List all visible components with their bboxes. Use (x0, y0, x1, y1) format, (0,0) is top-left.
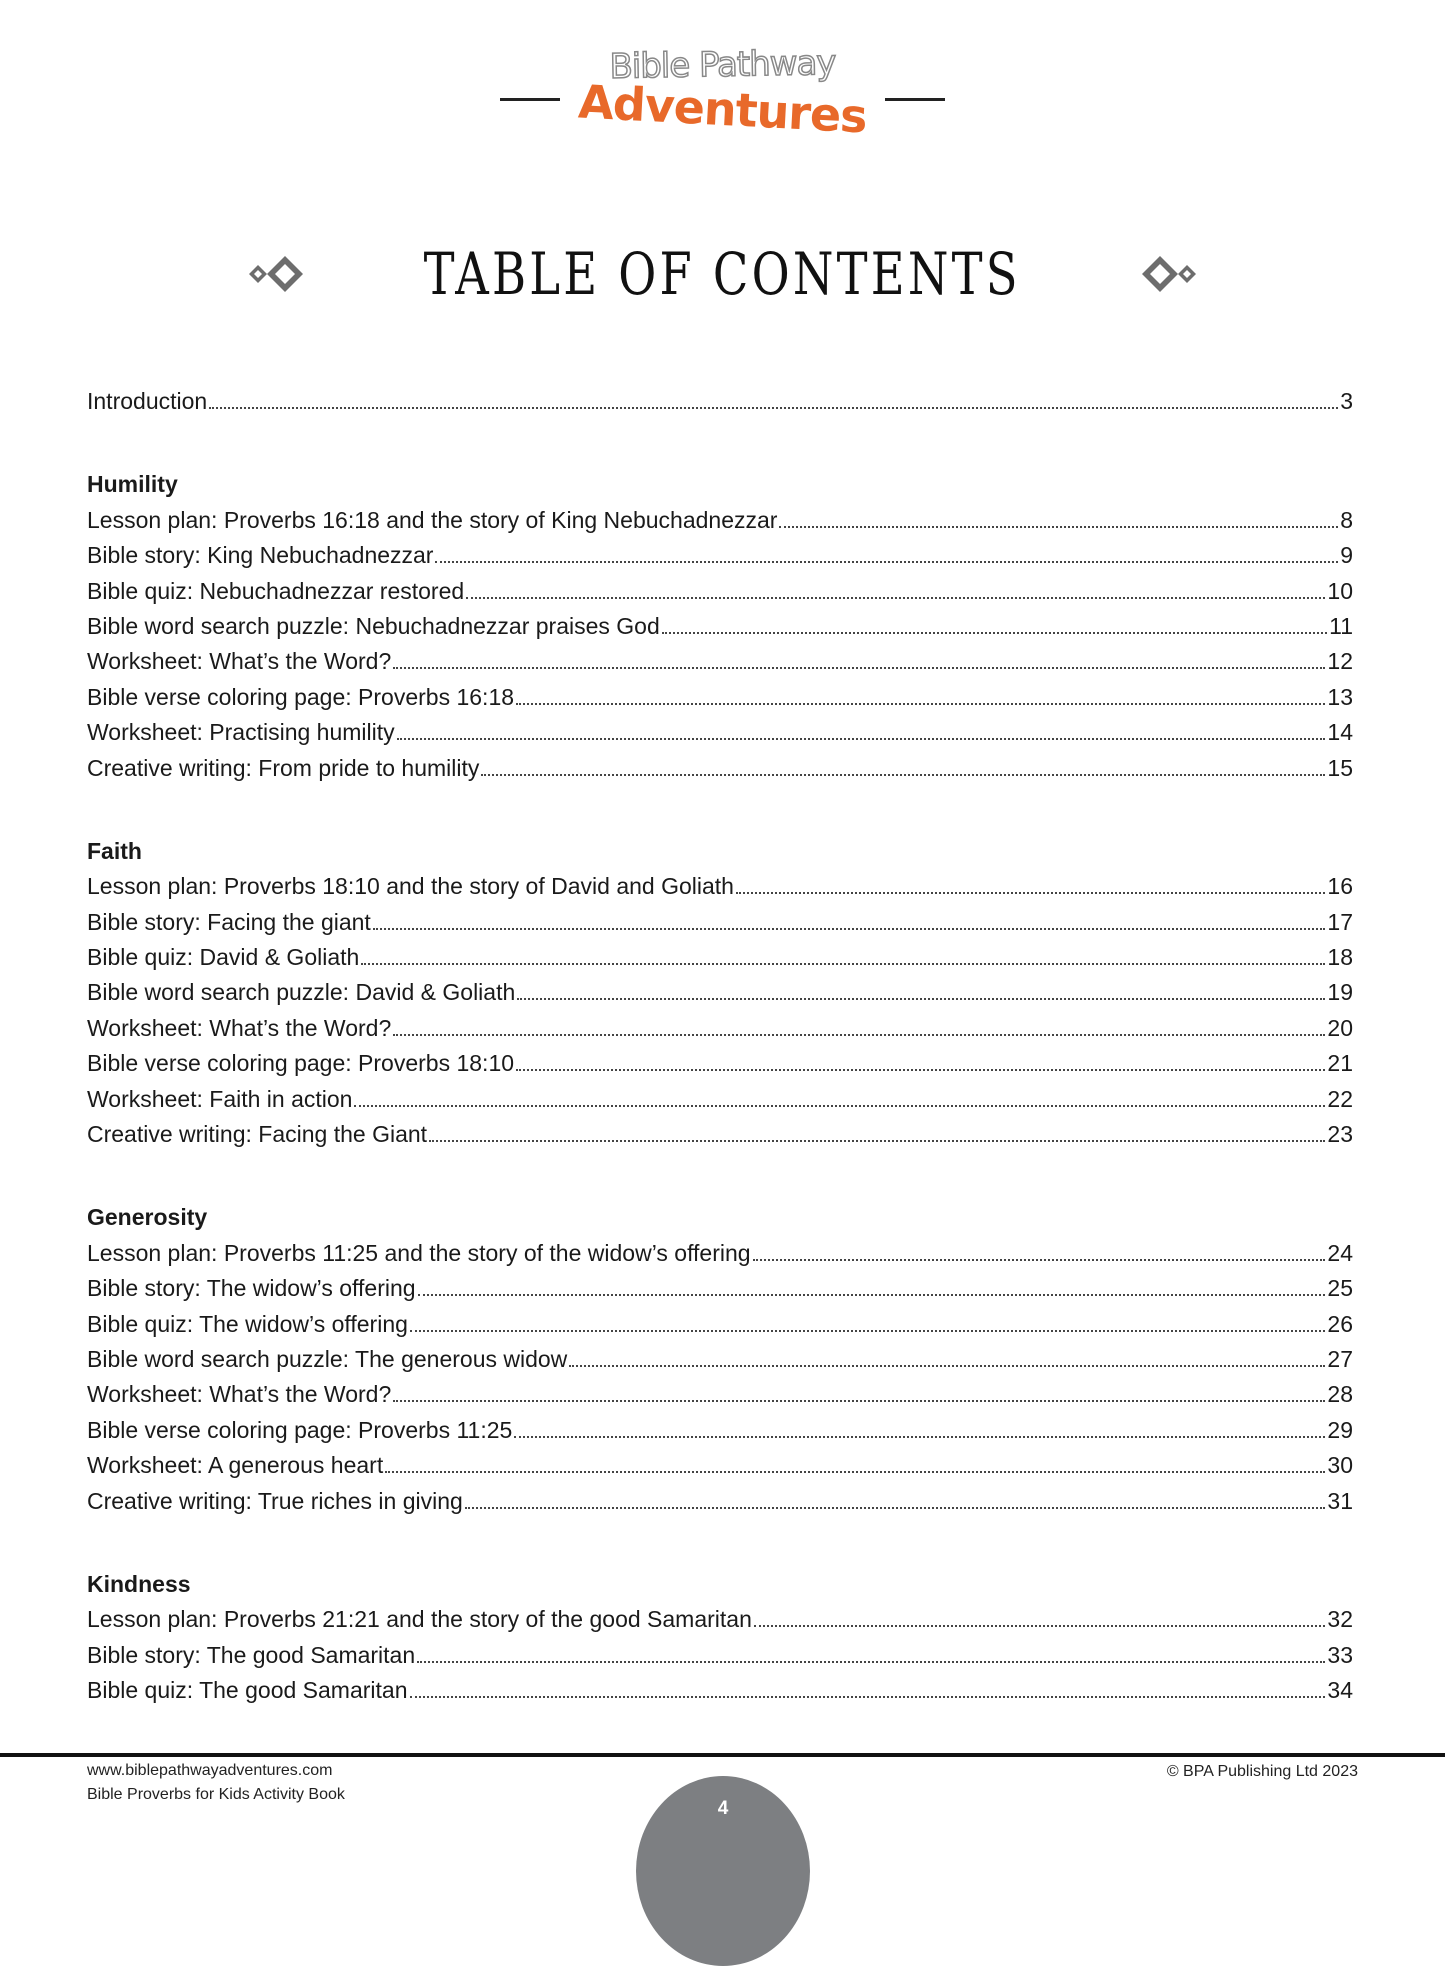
section-spacer (87, 1152, 1353, 1200)
dot-leader (516, 1069, 1325, 1071)
toc-entry-page: 32 (1327, 1606, 1353, 1633)
toc-entry-label: Worksheet: Practising humility (87, 719, 395, 746)
toc-entry-label: Bible quiz: The good Samaritan (87, 1677, 408, 1704)
dot-leader (393, 1034, 1325, 1036)
toc-entry-label: Creative writing: Facing the Giant (87, 1121, 428, 1148)
toc-entry-label: Worksheet: What’s the Word? (87, 648, 392, 675)
toc-entry-page: 19 (1327, 979, 1353, 1006)
section-spacer (87, 786, 1353, 834)
toc-entry-label: Lesson plan: Proverbs 11:25 and the story of the widow’s offering (87, 1239, 751, 1266)
section-heading: Humility (87, 471, 178, 498)
toc-entry-label: Worksheet: What’s the Word? (87, 1014, 392, 1041)
footer-copyright: © BPA Publishing Ltd 2023 (1166, 1763, 1358, 1780)
toc-entry[interactable] (87, 680, 1353, 715)
logo-text-top: Bible Pathway (609, 43, 836, 87)
toc-entry-page: 26 (1327, 1310, 1353, 1337)
toc-entry[interactable] (87, 1448, 1353, 1483)
dot-leader (779, 526, 1338, 528)
toc-entry-page: 31 (1327, 1487, 1353, 1514)
dot-leader (354, 1105, 1325, 1107)
toc-entry-page: 28 (1327, 1381, 1353, 1408)
footer-divider (0, 1753, 1445, 1757)
dot-leader (516, 703, 1325, 705)
title-row (0, 240, 1445, 308)
toc-entry-page: 18 (1327, 944, 1353, 971)
toc-entry-page: 9 (1340, 542, 1353, 569)
toc-entry[interactable] (87, 644, 1353, 679)
toc-entry-label: Introduction (87, 388, 208, 414)
toc-entry-label: Worksheet: Faith in action (87, 1085, 353, 1112)
toc-entry[interactable] (87, 1673, 1353, 1708)
toc-entry-page: 20 (1327, 1014, 1353, 1041)
toc-entry-introduction[interactable] (87, 384, 1353, 419)
toc-entry-page: 8 (1340, 506, 1353, 533)
toc-entry[interactable] (87, 1377, 1353, 1412)
toc-entry-label: Worksheet: What’s the Word? (87, 1381, 392, 1408)
toc-entry-label: Bible word search puzzle: David & Goliath (87, 979, 516, 1006)
toc-entry[interactable] (87, 905, 1353, 940)
toc-entry-label: Bible quiz: David & Goliath (87, 944, 360, 971)
toc-entry[interactable] (87, 1271, 1353, 1306)
toc-entry-label: Bible quiz: The widow’s offering (87, 1310, 408, 1337)
toc-entry[interactable] (87, 1602, 1353, 1637)
toc-entry-label: Bible verse coloring page: Proverbs 11:25 (87, 1416, 513, 1443)
toc-entry-label: Bible verse coloring page: Proverbs 16:18 (87, 683, 515, 710)
diamond-ornament-left-icon (245, 252, 309, 296)
toc-entry-label: Bible story: King Nebuchadnezzar (87, 542, 434, 569)
toc-entry-page: 24 (1327, 1239, 1353, 1266)
dot-leader (569, 1365, 1325, 1367)
toc-entry-label: Bible word search puzzle: The generous widow (87, 1345, 568, 1372)
dot-leader (361, 963, 1325, 965)
section-heading: Faith (87, 837, 142, 864)
toc-entry[interactable] (87, 1236, 1353, 1271)
toc-entry-page: 12 (1327, 648, 1353, 675)
toc-entry[interactable] (87, 975, 1353, 1010)
toc-entry[interactable] (87, 1307, 1353, 1342)
toc-entry[interactable] (87, 940, 1353, 975)
toc-entry-label: Bible verse coloring page: Proverbs 18:10 (87, 1050, 515, 1077)
toc-entry-page: 30 (1327, 1452, 1353, 1479)
toc-entry[interactable] (87, 751, 1353, 786)
toc-entry-label: Lesson plan: Proverbs 18:10 and the story of David and Goliath (87, 873, 734, 900)
toc-entry[interactable] (87, 1342, 1353, 1377)
section-spacer (87, 419, 1353, 467)
dot-leader (429, 1140, 1325, 1142)
toc-entry[interactable] (87, 869, 1353, 904)
dot-leader (410, 1696, 1326, 1698)
dot-leader (418, 1294, 1326, 1296)
toc-entry-page: 15 (1327, 754, 1353, 781)
dot-leader (209, 407, 1338, 409)
dot-leader (373, 928, 1326, 930)
toc-entry[interactable] (87, 1117, 1353, 1152)
toc-entry-label: Worksheet: A generous heart (87, 1452, 384, 1479)
toc-entry-page: 22 (1327, 1085, 1353, 1112)
dot-leader (754, 1625, 1326, 1627)
toc-entry-page: 25 (1327, 1275, 1353, 1302)
toc-entry-label: Lesson plan: Proverbs 21:21 and the story of the good Samaritan (87, 1606, 752, 1633)
toc-entry-page: 34 (1327, 1677, 1353, 1704)
toc-entry-label: Bible story: The good Samaritan (87, 1641, 416, 1668)
dot-leader (662, 632, 1327, 634)
toc-entry-page: 3 (1340, 388, 1353, 414)
toc-entry[interactable] (87, 609, 1353, 644)
toc-entry-label: Bible story: Facing the giant (87, 908, 371, 935)
toc-entry-label: Bible word search puzzle: Nebuchadnezzar praises God (87, 612, 660, 639)
toc-entry[interactable] (87, 574, 1353, 609)
toc-entry-label: Lesson plan: Proverbs 16:18 and the story of King Nebuchadnezzar (87, 506, 778, 533)
dot-leader (417, 1661, 1325, 1663)
toc-entry[interactable] (87, 715, 1353, 750)
dot-leader (410, 1330, 1325, 1332)
toc-entry-page: 27 (1327, 1345, 1353, 1372)
table-of-contents (87, 384, 1353, 1709)
toc-entry[interactable] (87, 503, 1353, 538)
toc-entry-label: Bible story: The widow’s offering (87, 1275, 416, 1302)
dot-leader (435, 561, 1338, 563)
diamond-ornament-right-icon (1136, 252, 1200, 296)
logo-text-bottom: Adventures (577, 74, 868, 144)
footer-book-title: Bible Proverbs for Kids Activity Book (87, 1786, 345, 1803)
toc-entry[interactable] (87, 1046, 1353, 1081)
dot-leader (393, 667, 1325, 669)
toc-entry[interactable] (87, 538, 1353, 573)
toc-entry-page: 21 (1327, 1050, 1353, 1077)
page-title: TABLE OF CONTENTS (423, 240, 1022, 308)
toc-entry-page: 16 (1327, 873, 1353, 900)
dot-leader (393, 1400, 1325, 1402)
dot-leader (385, 1471, 1325, 1473)
toc-entry-page: 14 (1327, 719, 1353, 746)
section-heading: Generosity (87, 1204, 208, 1231)
toc-entry-page: 17 (1327, 908, 1353, 935)
toc-entry-page: 23 (1327, 1121, 1353, 1148)
toc-entry[interactable] (87, 1011, 1353, 1046)
footer-website: www.biblepathwayadventures.com (87, 1762, 333, 1779)
toc-entry[interactable] (87, 1638, 1353, 1673)
dot-leader (514, 1436, 1325, 1438)
section-spacer (87, 1519, 1353, 1567)
toc-entry-label: Creative writing: From pride to humility (87, 754, 480, 781)
toc-entry-label: Creative writing: True riches in giving (87, 1487, 463, 1514)
dot-leader (466, 597, 1325, 599)
dot-leader (736, 892, 1325, 894)
toc-entry[interactable] (87, 1413, 1353, 1448)
toc-entry[interactable] (87, 1484, 1353, 1519)
dot-leader (465, 1507, 1326, 1509)
toc-entry-page: 11 (1329, 612, 1353, 639)
toc-entry-page: 33 (1327, 1641, 1353, 1668)
toc-entry-label: Bible quiz: Nebuchadnezzar restored (87, 577, 465, 604)
dot-leader (481, 774, 1325, 776)
dot-leader (753, 1259, 1326, 1261)
dot-leader (397, 738, 1326, 740)
section-heading: Kindness (87, 1570, 191, 1597)
page-number: 4 (717, 1798, 729, 1819)
toc-entry-page: 29 (1327, 1416, 1353, 1443)
toc-entry-page: 10 (1327, 577, 1353, 604)
dot-leader (517, 998, 1325, 1000)
toc-entry[interactable] (87, 1082, 1353, 1117)
toc-entry-page: 13 (1327, 683, 1353, 710)
